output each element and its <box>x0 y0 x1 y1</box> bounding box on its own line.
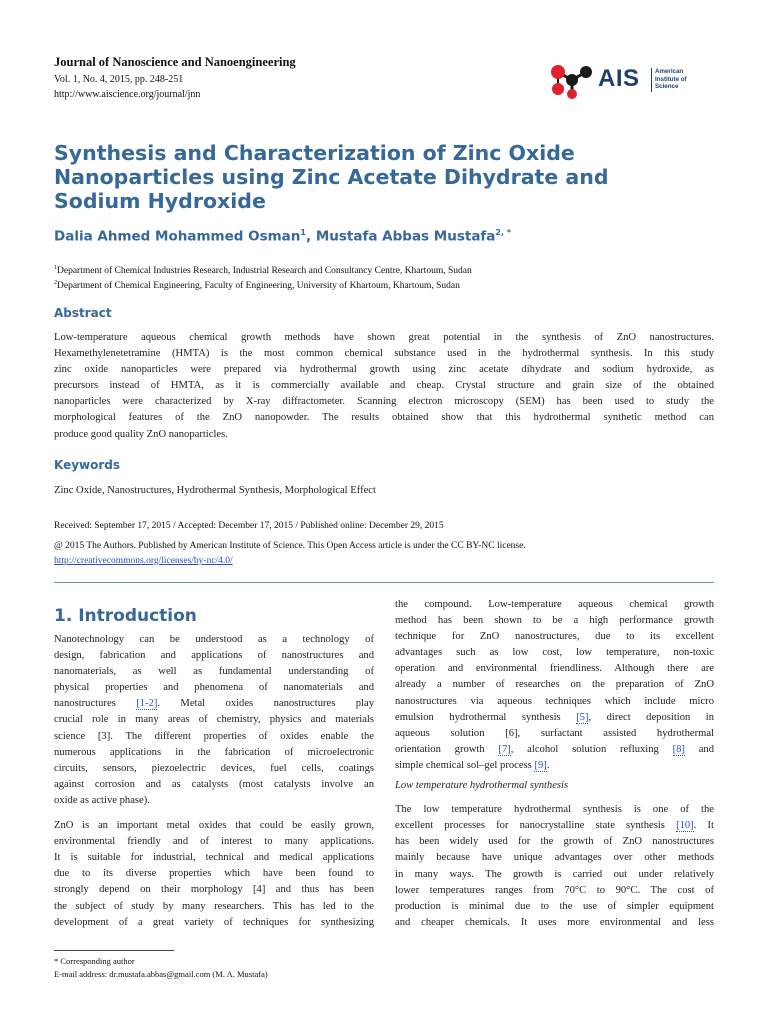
logo-subtitle <box>655 68 715 91</box>
author-affiliation-mark: 1 <box>300 228 306 237</box>
body-text: mainly because have unique advantages over other methods <box>395 852 714 864</box>
body-text: nanomaterials, as well as fundamental understanding of <box>54 666 374 678</box>
author-name: Mustafa Abbas Mustafa <box>315 228 496 245</box>
body-line <box>395 597 714 613</box>
authors <box>54 228 511 245</box>
body-line <box>54 818 374 834</box>
affiliation-text: Department of Chemical Industries Research, Industrial Research and Consultancy Centre, Khartoum, Sudan <box>57 266 472 277</box>
footnote-divider <box>54 950 174 951</box>
body-text: , direct deposition in <box>588 711 714 723</box>
body-text: technique for ZnO nanostructures, due to its excellent <box>395 631 714 643</box>
body-text: design, fabrication and applications of nanostructures and <box>54 650 374 662</box>
body-text: circuits, sensors, piezoelectric devices, fuel cells, coatings <box>54 762 374 774</box>
affiliation-mark: 2 <box>54 280 57 286</box>
title-line: Nanoparticles using Zinc Acetate Dihydrate and <box>54 165 609 189</box>
logo-subtitle-line: Institute of <box>655 75 687 83</box>
article-dates: Received: September 17, 2015 / Accepted: December 17, 2015 / Published online: December 29, 2015 <box>54 521 444 531</box>
body-line <box>395 694 714 710</box>
body-text: The low temperature hydrothermal synthesis is one of the <box>395 804 714 816</box>
abstract-line: Low-temperature aqueous chemical growth methods have shown great potential in the synthesis of ZnO nanostructures. <box>54 332 714 343</box>
logo-subtitle-line: American <box>655 68 684 75</box>
author-separator: , <box>306 228 316 245</box>
body-line <box>395 850 714 866</box>
citation-link[interactable]: [5] <box>576 711 589 723</box>
body-text: environmental friendly and of interest to many applications. <box>54 836 374 848</box>
abstract-line: precursors instead of HMTA, as it is commercially available and cheap. Crystal structure and grain size of the obtained <box>54 380 714 392</box>
body-text: ZnO is an important metal oxides that could be easily grown, <box>54 820 374 832</box>
body-line <box>54 632 374 648</box>
body-text: orientation growth <box>395 743 499 755</box>
body-line <box>395 661 714 677</box>
title-line: Synthesis and Characterization of Zinc Oxide <box>54 141 575 165</box>
body-line <box>395 629 714 645</box>
body-text: It is suitable for industrial, technical and medical applications <box>54 852 374 864</box>
molecule-logo-icon <box>548 60 596 100</box>
body-text: advantages such as low cost, low temperature, non-toxic <box>395 647 714 659</box>
author-name: Dalia Ahmed Mohammed Osman <box>54 228 301 245</box>
body-line <box>54 712 374 728</box>
body-line <box>395 742 714 758</box>
body-text: and cheaper chemicals. It uses more environmental and less <box>395 916 714 928</box>
citation-link[interactable]: [1-2] <box>136 698 158 710</box>
body-text: oxide as active phase). <box>54 794 150 806</box>
citation-link[interactable]: [9] <box>534 759 547 771</box>
body-text: strongly depend on their morphology [4] and thus has been <box>54 884 374 896</box>
body-text: method has been shown to be a high performance growth <box>395 615 714 627</box>
body-line <box>54 680 374 696</box>
abstract-line: Hexamethylenetetramine (HMTA) is the most common chemical substance used in the hydrothermal synthesis. In this study <box>54 348 714 360</box>
author-affiliation-mark: 2, * <box>495 228 511 237</box>
affiliation <box>54 280 460 291</box>
section-heading: 1. Introduction <box>54 606 197 626</box>
body-line <box>54 696 374 712</box>
body-text: production is minimal due to the use of simpler equipment <box>395 900 714 912</box>
body-line <box>395 645 714 661</box>
intro-paragraph <box>54 818 374 931</box>
body-text: numerous applications in the fabrication of microelectronic <box>54 746 374 758</box>
body-text: science [3]. The different properties of oxides enable the <box>54 730 374 742</box>
email-address-note: E-mail address: dr.mustafa.abbas@gmail.com (M. A. Mustafa) <box>54 969 268 979</box>
body-text: , alcohol solution refluxing <box>510 743 673 755</box>
body-line <box>54 729 374 745</box>
body-line <box>54 834 374 850</box>
body-text: nanostructures via aqueous techniques which include micro <box>395 695 714 707</box>
keywords-heading: Keywords <box>54 458 121 472</box>
body-text: physical properties and phenomena of nanomaterials and <box>54 682 374 694</box>
abstract-line: morphological features of the ZnO nanopowder. The results obtained show that this hydrothermal synthetic method can <box>54 412 714 424</box>
body-line <box>54 850 374 866</box>
body-text: crucial role in many areas of chemistry, physics and materials <box>54 714 374 726</box>
title-line: Sodium Hydroxide <box>54 189 266 213</box>
subsection-heading: Low temperature hydrothermal synthesis <box>395 780 569 792</box>
intro-paragraph <box>395 597 714 774</box>
body-line <box>54 745 374 761</box>
section-divider <box>54 582 714 583</box>
body-line <box>54 761 374 777</box>
citation-link[interactable]: [10] <box>676 820 694 832</box>
body-text: emulsion hydrothermal synthesis <box>395 711 577 723</box>
body-line <box>395 915 714 931</box>
journal-volume: Vol. 1, No. 4, 2015, pp. 248-251 <box>54 74 184 85</box>
body-text: the subject of study by many researchers. This has led to the <box>54 900 374 912</box>
abstract-body <box>54 330 714 443</box>
body-line <box>395 818 714 834</box>
body-text: . It <box>693 820 714 832</box>
abstract-line: nanoparticles were characterized by X-ray diffractometer. Scanning electron microscopy (SEM) has been used to study the <box>54 396 714 408</box>
body-line <box>54 866 374 882</box>
body-text: has been widely used for the growth of ZnO nanostructures <box>395 836 714 848</box>
body-text: nanostructures <box>54 698 137 710</box>
body-line <box>395 677 714 693</box>
left-column <box>54 632 374 931</box>
body-line <box>54 793 374 809</box>
body-line <box>54 882 374 898</box>
body-line <box>395 758 714 774</box>
logo-subtitle-line: Science <box>655 83 679 91</box>
journal-url[interactable]: http://www.aiscience.org/journal/jnn <box>54 88 201 100</box>
journal-name: Journal of Nanoscience and Nanoengineering <box>54 55 296 69</box>
body-line <box>395 726 714 742</box>
intro-paragraph <box>395 802 714 931</box>
body-text: already a number of researches on the preparation of ZnO <box>395 679 714 691</box>
body-text: operation and environmental friendliness. Although there are <box>395 663 714 675</box>
journal-meta <box>54 73 200 102</box>
body-text: excellent processes for nanocrystalline state synthesis <box>395 820 677 832</box>
affiliation-mark: 1 <box>54 265 57 271</box>
body-text: in many ways. The growth is carried out under relatively <box>395 868 714 880</box>
license-statement: @ 2015 The Authors. Published by American Institute of Science. This Open Access article is under the CC BY-NC license. <box>54 541 526 551</box>
body-line <box>395 613 714 629</box>
body-line <box>54 648 374 664</box>
body-text: against corrosion and as catalysts (most catalysts involve an <box>54 778 374 790</box>
body-text: and <box>684 743 715 755</box>
intro-paragraph <box>54 632 374 809</box>
body-text: simple chemical sol–gel process <box>395 759 535 771</box>
corresponding-author-note: * Corresponding author <box>54 956 135 966</box>
body-line <box>54 664 374 680</box>
citation-link[interactable]: [7] <box>498 743 511 755</box>
citation-link[interactable]: [8] <box>672 743 685 755</box>
ais-logo <box>548 60 718 100</box>
body-line <box>395 834 714 850</box>
body-text: development of a great variety of techniques for synthesizing <box>54 916 374 928</box>
logo-separator <box>651 68 652 92</box>
article-title <box>54 141 724 213</box>
license-link[interactable]: http://creativecommons.org/licenses/by-nc/4.0/ <box>54 556 233 566</box>
body-text: . <box>546 759 550 771</box>
abstract-line: zinc oxide nanoparticles were prepared via hydrothermal growth using zinc acetate dihydrate and sodium hydroxide, as <box>54 364 714 376</box>
body-text: the compound. Low-temperature aqueous chemical growth <box>395 599 714 610</box>
body-line <box>395 883 714 899</box>
body-line <box>54 915 374 931</box>
logo-text: AIS <box>598 65 640 92</box>
body-text: Nanotechnology can be understood as a technology of <box>54 634 374 645</box>
body-line <box>395 899 714 915</box>
body-text: lower temperatures ranges from 70°C to 90°C. The cost of <box>395 884 714 896</box>
body-line <box>395 802 714 818</box>
body-line <box>395 710 714 726</box>
body-line <box>395 867 714 883</box>
body-text: aqueous solution [6], surfactant assisted hydrothermal <box>395 727 714 739</box>
abstract-line: produce good quality ZnO nanoparticles. <box>54 428 228 440</box>
keywords: Zinc Oxide, Nanostructures, Hydrothermal Synthesis, Morphological Effect <box>54 485 376 496</box>
body-text: due to its diverse properties which have been found to <box>54 868 374 880</box>
affiliation <box>54 265 472 276</box>
body-line <box>54 777 374 793</box>
body-text: . Metal oxides nanostructures play <box>157 698 374 710</box>
right-column <box>395 597 714 931</box>
body-line <box>54 899 374 915</box>
affiliation-text: Department of Chemical Engineering, Faculty of Engineering, University of Khartoum, Khartoum, Sudan <box>57 281 460 292</box>
abstract-heading: Abstract <box>54 306 112 320</box>
